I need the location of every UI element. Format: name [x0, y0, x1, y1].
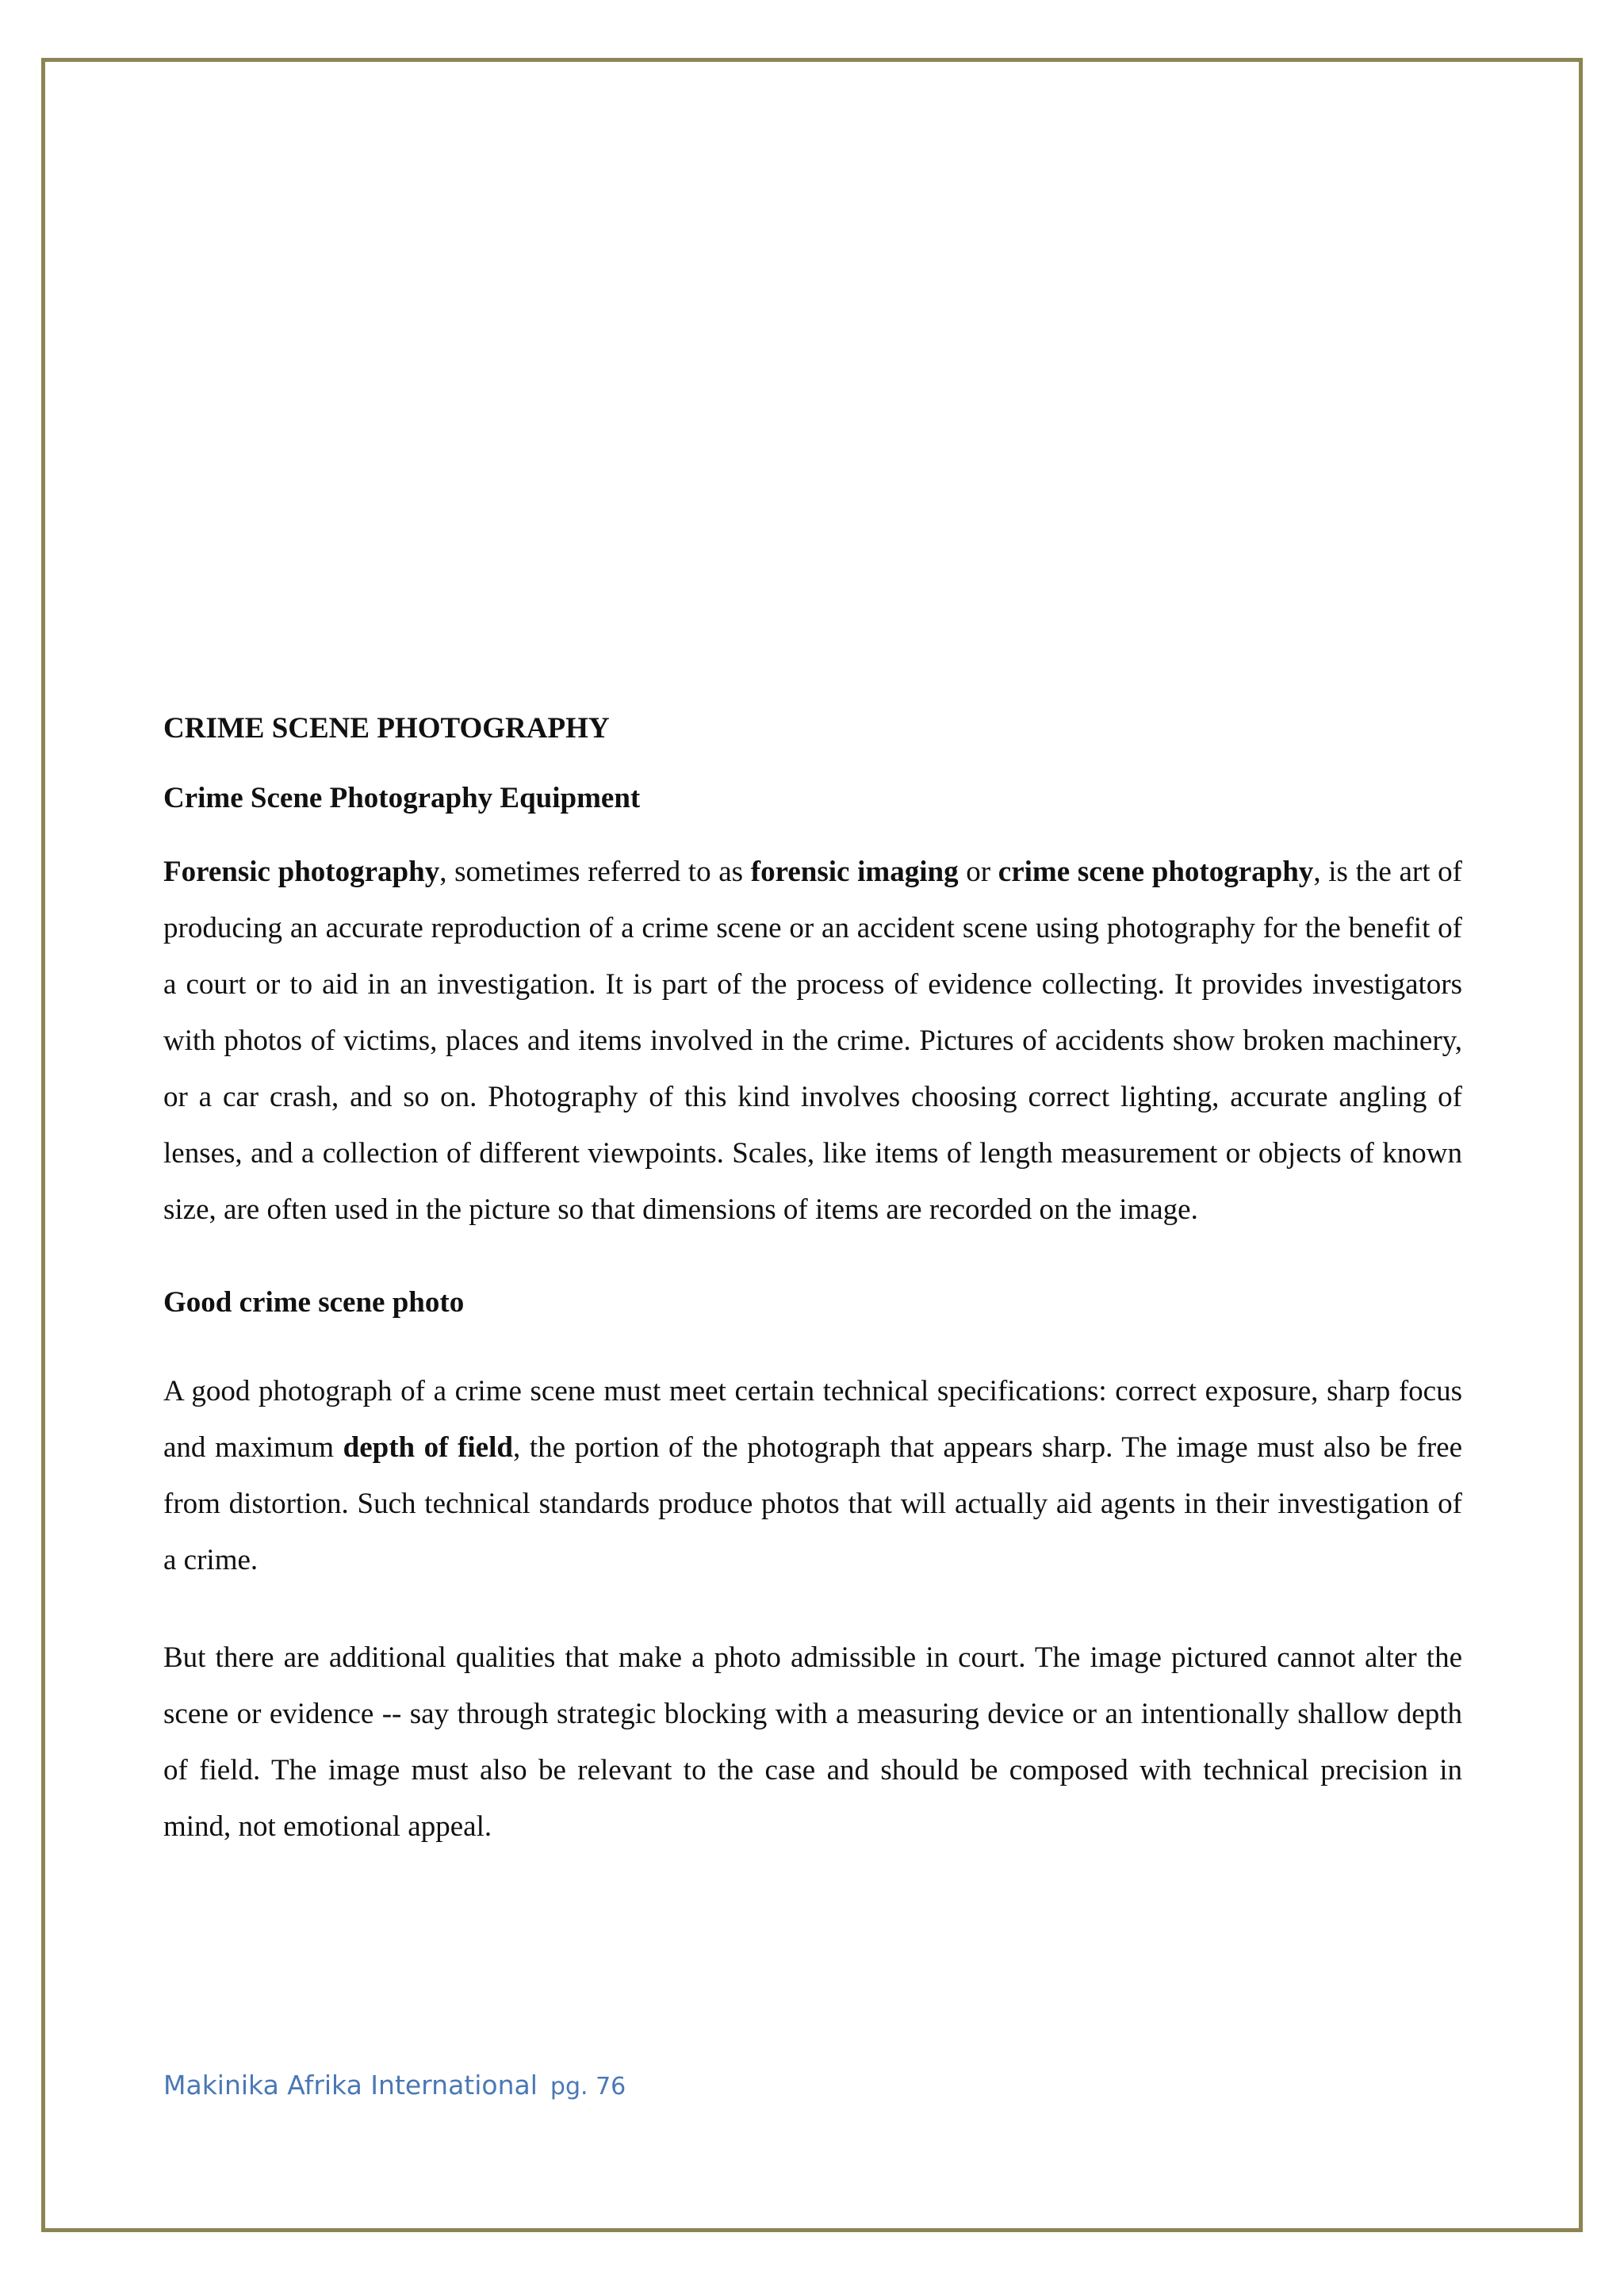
term-forensic-imaging: forensic imaging — [750, 856, 959, 888]
paragraph-forensic-photography — [163, 844, 1462, 1238]
paragraph-text: , sometimes referred to as — [439, 856, 751, 888]
page-number: pg. 76 — [550, 2073, 626, 2101]
paragraph-text: , is the art of producing an accurate reproduction of a crime scene or an accident scene using photography for the benefit of a court or to aid in an investigation. It is part of the process of evidence collecting. It provides investigators with photos of victims, places and items involved in the crime. Pictures of accidents show broken machinery, or a car crash, and so on. Photography of this kind involves choosing correct lighting, accurate angling of lenses, and a collection of different viewpoints. Scales, like items of length measurement or objects of known size, are often used in the picture so that dimensions of items are recorded on the image. — [163, 856, 1463, 1226]
document-title: CRIME SCENE PHOTOGRAPHY — [163, 712, 610, 745]
paragraph-good-photo — [163, 1363, 1462, 1588]
paragraph-text: A good photograph of a crime scene must meet certain technical specifications: correct exposure, sharp focus and maximum — [163, 1375, 1462, 1464]
paragraph-text: , the portion of the photograph that appears sharp. The image must also be free from distortion. Such technical standards produce photos that will actually aid agents in their investigation of a crime. — [163, 1431, 1462, 1576]
paragraph-admissibility: But there are additional qualities that make a photo admissible in court. The image pictured cannot alter the scene or evidence -- say through strategic blocking with a measuring device or an intentionally shallow depth of field. The image must also be relevant to the case and should be composed with technical precision in mind, not emotional appeal. — [163, 1641, 1462, 1843]
term-depth-of-field: depth of field — [343, 1431, 513, 1464]
document-body — [163, 710, 1462, 1855]
page-footer — [163, 2070, 626, 2103]
term-forensic-photography: Forensic photography — [163, 856, 440, 888]
term-crime-scene-photography: crime scene photography — [998, 856, 1314, 888]
footer-publisher: Makinika Afrika International — [163, 2070, 538, 2101]
section-title: Crime Scene Photography Equipment — [163, 782, 641, 814]
paragraph-text: or — [958, 856, 998, 888]
subsection-title: Good crime scene photo — [163, 1286, 465, 1319]
